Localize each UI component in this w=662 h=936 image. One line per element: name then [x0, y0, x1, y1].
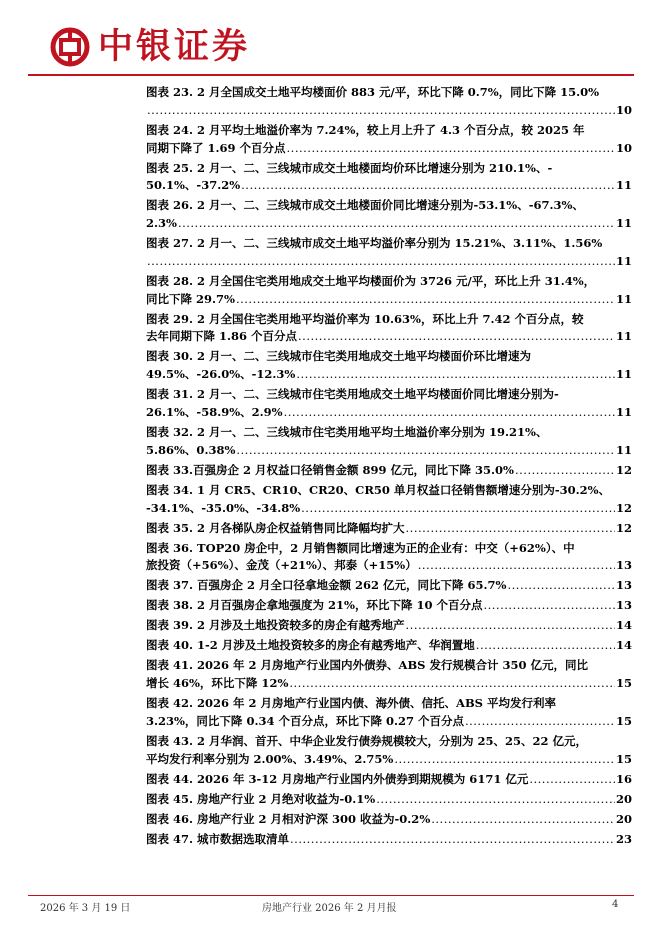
brand-name: 中银证券 — [98, 27, 251, 67]
toc-entry-text: 图表 34. 1 月 CR5、CR10、CR20、CR50 单月权益口径销售额增速分别为-30.2%、 — [146, 482, 611, 497]
toc-entry-text: 图表 25. 2 月一、二、三线城市成交土地楼面均价环比增速分别为 210.1%、- — [146, 160, 553, 175]
toc-entry-text: 50.1%、-37.2% — [146, 178, 241, 193]
toc-entry[interactable] — [146, 235, 632, 271]
dot-leader — [529, 771, 615, 789]
footer-report-title: 房地产行业 2026 年 2 月月报 — [262, 903, 397, 914]
toc-entry-text: 图表 31. 2 月一、二、三线城市住宅类用地成交土地平均楼面价同比增速分别为- — [146, 387, 559, 402]
toc-entry-text: 图表 29. 2 月全国住宅类用地平均溢价率为 10.63%，环比上升 7.42 个百分点，较 — [146, 311, 584, 326]
toc-entry-text: 图表 28. 2 月全国住宅类用地成交土地平均楼面价为 3726 元/平，环比上升 31.4%， — [146, 273, 596, 288]
toc-entry[interactable] — [146, 597, 632, 615]
toc-entry-text: 图表 32. 2 月一、二、三线城市住宅类用地平均土地溢价率分别为 19.21%、 — [146, 425, 548, 440]
dot-leader — [298, 328, 615, 346]
toc-entry-text: 图表 39. 2 月涉及土地投资较多的房企有越秀地产 — [146, 618, 405, 633]
toc-entry[interactable] — [146, 311, 632, 347]
toc-entry[interactable] — [146, 386, 632, 422]
toc-entry[interactable] — [146, 733, 632, 769]
toc-entry[interactable] — [146, 695, 632, 731]
toc-entry[interactable] — [146, 273, 632, 309]
toc-page-number: 15 — [615, 751, 632, 766]
toc-entry-text: 增长 46%，环比下降 12% — [146, 676, 289, 691]
footer-date: 2026 年 3 月 19 日 — [40, 903, 131, 914]
toc-entry[interactable] — [146, 577, 632, 595]
toc-entry-text: 图表 38. 2 月百强房企拿地强度为 21%，环比下降 10 个百分点 — [146, 598, 483, 613]
dot-leader — [287, 140, 615, 158]
dot-leader — [147, 253, 615, 271]
toc-entry-text: 图表 41. 2026 年 2 月房地产行业国内外债券、ABS 发行规模合计 350 亿元，同比 — [146, 658, 588, 673]
toc-page-number: 11 — [615, 442, 632, 457]
toc-entry[interactable] — [146, 462, 632, 480]
toc-page-number: 23 — [615, 831, 632, 846]
toc-entry[interactable] — [146, 348, 632, 384]
dot-leader — [465, 713, 615, 731]
dot-leader — [394, 751, 615, 769]
toc-entry-text: 图表 26. 2 月一、二、三线城市成交土地楼面价同比增速分别为-53.1%、-67.3%、 — [146, 198, 584, 213]
dot-leader — [236, 291, 615, 309]
header-divider — [28, 74, 634, 76]
toc-page-number: 11 — [615, 178, 632, 193]
toc-entry-text: 图表 37. 百强房企 2 月全口径拿地金额 262 亿元，同比下降 65.7% — [146, 578, 507, 593]
toc-entry[interactable] — [146, 160, 632, 196]
dot-leader — [147, 102, 615, 120]
toc-page-number: 13 — [615, 578, 632, 593]
toc-entry-text: 图表 47. 城市数据选取清单 — [146, 831, 290, 846]
toc-page-number: 12 — [615, 462, 632, 477]
toc-entry-text: 图表 44. 2026 年 3-12 月房地产行业国内外债券到期规模为 6171 亿元 — [146, 771, 529, 786]
dot-leader — [483, 597, 615, 615]
toc-page-number: 12 — [615, 500, 632, 515]
dot-leader — [236, 442, 615, 460]
toc-entry-text: 图表 30. 2 月一、二、三线城市住宅类用地成交土地平均楼面价环比增速为 — [146, 349, 532, 364]
toc-entry-text: 49.5%、-26.0%、-12.3% — [146, 367, 296, 382]
dot-leader — [507, 577, 615, 595]
dot-leader — [289, 675, 615, 693]
dot-leader — [241, 177, 615, 195]
toc-entry-text: -34.1%、-35.0%、-34.8% — [146, 500, 301, 515]
dot-leader — [406, 520, 615, 538]
dot-leader — [515, 462, 615, 480]
toc-entry-text: 图表 33.百强房企 2 月权益口径销售金额 899 亿元，同比下降 35.0% — [146, 462, 514, 477]
toc-entry[interactable] — [146, 791, 632, 809]
toc-entry-text: 图表 36. TOP20 房企中，2 月销售额同比增速为正的企业有：中交（+62%）、中 — [146, 540, 575, 555]
toc-entry-text: 平均发行利率分别为 2.00%、3.49%、2.75% — [146, 751, 394, 766]
toc-entry-text: 旅投资（+56%）、金茂（+21%）、邦泰（+15%） — [146, 558, 417, 573]
toc-entry-text: 5.86%、0.38% — [146, 442, 236, 457]
toc-page-number: 11 — [615, 329, 632, 344]
toc-entry[interactable] — [146, 811, 632, 829]
dot-leader — [418, 557, 615, 575]
toc-entry[interactable] — [146, 540, 632, 576]
toc-page-number: 14 — [615, 638, 632, 653]
toc-page-number: 10 — [615, 102, 632, 117]
toc-page-number: 11 — [615, 291, 632, 306]
toc-entry-text: 图表 40. 1-2 月涉及土地投资较多的房企有越秀地产、华润置地 — [146, 638, 475, 653]
toc-page-number: 11 — [615, 253, 632, 268]
dot-leader — [376, 791, 615, 809]
toc-entry[interactable] — [146, 617, 632, 635]
dot-leader — [301, 500, 615, 518]
toc-entry[interactable] — [146, 771, 632, 789]
toc-entry[interactable] — [146, 482, 632, 518]
dot-leader — [296, 366, 615, 384]
bank-of-china-logo-icon — [50, 27, 90, 67]
toc-page-number: 10 — [615, 140, 632, 155]
dot-leader — [431, 811, 615, 829]
toc-entry[interactable] — [146, 122, 632, 158]
toc-page-number: 13 — [615, 598, 632, 613]
toc-page-number: 16 — [615, 771, 632, 786]
toc-page-number: 14 — [615, 618, 632, 633]
toc-entry-text: 同比下降 29.7% — [146, 291, 235, 306]
footer-page-number: 4 — [612, 899, 619, 910]
toc-entry[interactable] — [146, 831, 632, 849]
dot-leader — [290, 831, 615, 849]
toc-entry-text: 图表 27. 2 月一、二、三线城市成交土地平均溢价率分别为 15.21%、3.11%、1.56% — [146, 236, 603, 251]
toc-entry[interactable] — [146, 637, 632, 655]
toc-page-number: 15 — [615, 713, 632, 728]
dot-leader — [284, 404, 615, 422]
toc-page-number: 11 — [615, 367, 632, 382]
toc-page-number: 11 — [615, 216, 632, 231]
toc-entry-text: 图表 45. 房地产行业 2 月绝对收益为-0.1% — [146, 791, 376, 806]
toc-entry-text: 2.3% — [146, 216, 177, 231]
dot-leader — [178, 215, 615, 233]
toc-entry-text: 图表 35. 2 月各梯队房企权益销售同比降幅均扩大 — [146, 520, 405, 535]
toc-entry-text: 3.23%，同比下降 0.34 个百分点，环比下降 0.27 个百分点 — [146, 713, 464, 728]
table-of-contents — [146, 84, 632, 851]
toc-page-number: 11 — [615, 405, 632, 420]
toc-entry-text: 同期下降了 1.69 个百分点 — [146, 140, 286, 155]
toc-entry-text: 图表 43. 2 月华润、首开、中华企业发行债券规模较大，分别为 25、25、22 亿元， — [146, 733, 588, 748]
toc-page-number: 15 — [615, 676, 632, 691]
toc-entry-text: 图表 23. 2 月全国成交土地平均楼面价 883 元/平，环比下降 0.7%，同比下降 15.0% — [146, 85, 600, 99]
toc-entry[interactable] — [146, 84, 632, 120]
toc-entry-text: 图表 24. 2 月平均土地溢价率为 7.24%，较上月上升了 4.3 个百分点，较 2025 年 — [146, 122, 585, 137]
toc-entry-text: 图表 46. 房地产行业 2 月相对沪深 300 收益为-0.2% — [146, 811, 431, 826]
footer-divider — [28, 895, 634, 896]
toc-entry[interactable] — [146, 197, 632, 233]
toc-entry-text: 26.1%、-58.9%、2.9% — [146, 405, 283, 420]
toc-page-number: 20 — [615, 811, 632, 826]
dot-leader — [406, 617, 615, 635]
toc-entry[interactable] — [146, 520, 632, 538]
toc-entry-text: 图表 42. 2026 年 2 月房地产行业国内债、海外债、信托、ABS 平均发行利率 — [146, 696, 556, 711]
toc-entry[interactable] — [146, 424, 632, 460]
toc-page-number: 20 — [615, 791, 632, 806]
toc-page-number: 13 — [615, 558, 632, 573]
toc-page-number: 12 — [615, 520, 632, 535]
toc-entry-text: 去年同期下降 1.86 个百分点 — [146, 329, 298, 344]
dot-leader — [476, 637, 615, 655]
toc-entry[interactable] — [146, 657, 632, 693]
page-header — [0, 0, 662, 80]
